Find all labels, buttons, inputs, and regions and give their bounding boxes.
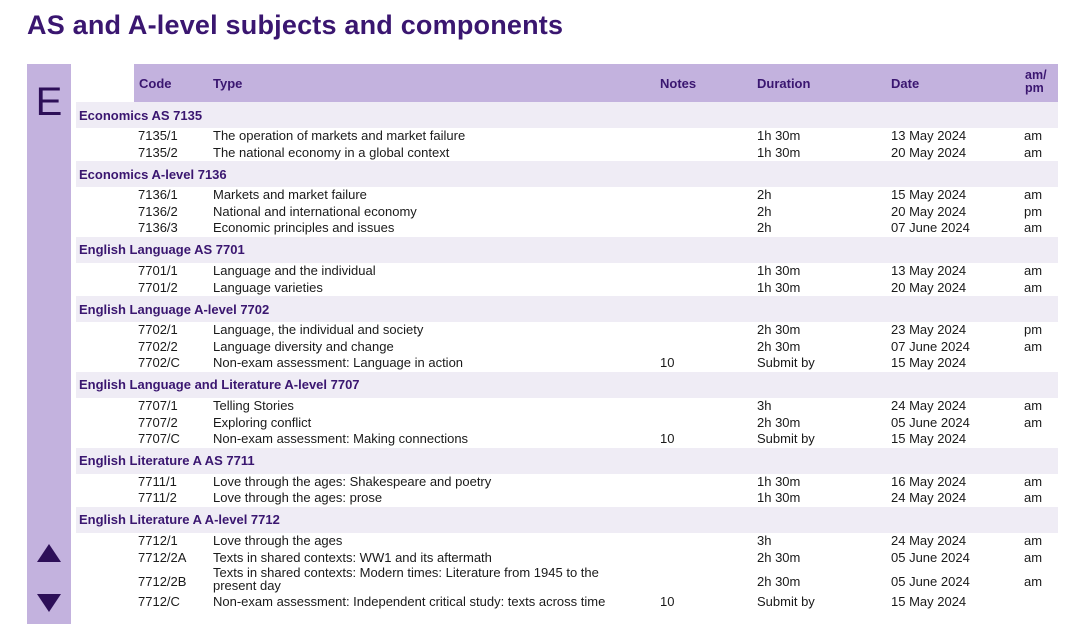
- component-ampm: am: [1024, 414, 1043, 430]
- component-date: 24 May 2024: [891, 397, 967, 413]
- component-notes: 10: [660, 594, 675, 610]
- component-duration: 2h 30m: [757, 414, 801, 430]
- component-code: 7702/1: [138, 322, 178, 338]
- subject-heading: English Literature A A-level 7712: [76, 507, 1058, 533]
- subject-section: [76, 237, 1058, 296]
- component-code: 7707/2: [138, 414, 178, 430]
- component-date: 15 May 2024: [891, 594, 967, 610]
- subject-section: [76, 161, 1058, 237]
- index-letter: E: [35, 80, 63, 124]
- table-row: [76, 550, 1058, 567]
- previous-page-button[interactable]: [27, 538, 71, 568]
- component-code: 7702/2: [138, 338, 178, 354]
- component-type: Non-exam assessment: Independent critical study: texts across time: [213, 594, 606, 610]
- subject-section: [76, 507, 1058, 611]
- table-row: [76, 280, 1058, 297]
- component-date: 13 May 2024: [891, 128, 967, 143]
- subject-section: [76, 372, 1058, 448]
- component-date: 20 May 2024: [891, 144, 967, 160]
- component-code: 7711/2: [138, 490, 177, 506]
- subject-heading: Economics A-level 7136: [76, 161, 1058, 187]
- table-row: [76, 322, 1058, 339]
- component-date: 05 June 2024: [891, 414, 970, 430]
- component-ampm: am: [1024, 532, 1043, 548]
- component-date: 20 May 2024: [891, 279, 967, 295]
- component-code: 7711/1: [138, 473, 177, 489]
- subject-heading: English Language AS 7701: [76, 237, 1058, 263]
- component-duration: Submit by: [757, 355, 815, 371]
- component-code: 7712/2B: [138, 574, 187, 590]
- header-duration: Duration: [757, 76, 811, 91]
- component-duration: Submit by: [757, 594, 815, 610]
- component-date: 05 June 2024: [891, 549, 970, 565]
- component-duration: 3h: [757, 532, 772, 548]
- component-duration: Submit by: [757, 431, 815, 447]
- table-row: [76, 474, 1058, 491]
- component-duration: 1h 30m: [757, 144, 801, 160]
- component-duration: 2h 30m: [757, 574, 801, 590]
- component-duration: 2h: [757, 187, 772, 203]
- components-table: [76, 102, 1058, 611]
- component-date: 24 May 2024: [891, 532, 967, 548]
- component-type: Language, the individual and society: [213, 322, 424, 338]
- subject-section: [76, 102, 1058, 161]
- table-row: [76, 398, 1058, 415]
- header-code: Code: [139, 76, 172, 91]
- component-duration: 2h 30m: [757, 338, 801, 354]
- component-date: 15 May 2024: [891, 187, 967, 203]
- component-code: 7135/2: [138, 144, 178, 160]
- header-ampm-line2: pm: [1025, 81, 1044, 95]
- component-duration: 1h 30m: [757, 262, 801, 278]
- subject-heading: English Language and Literature A-level 7707: [76, 372, 1058, 398]
- component-code: 7701/1: [138, 262, 178, 278]
- table-row: [76, 490, 1058, 507]
- table-row: [76, 415, 1058, 432]
- component-type: The operation of markets and market failure: [213, 128, 466, 143]
- table-row: [76, 594, 1058, 611]
- component-date: 05 June 2024: [891, 574, 970, 590]
- subject-heading: English Language A-level 7702: [76, 296, 1058, 322]
- component-date: 23 May 2024: [891, 322, 967, 338]
- table-row: [76, 339, 1058, 356]
- component-type: Telling Stories: [213, 397, 294, 413]
- header-type: Type: [213, 76, 243, 91]
- component-duration: 1h 30m: [757, 279, 801, 295]
- component-type: Language and the individual: [213, 262, 376, 278]
- component-duration: 1h 30m: [757, 490, 801, 506]
- component-ampm: am: [1024, 128, 1043, 143]
- component-notes: 10: [660, 431, 675, 447]
- component-ampm: am: [1024, 279, 1043, 295]
- component-type: The national economy in a global context: [213, 144, 450, 160]
- component-code: 7712/C: [138, 594, 180, 610]
- component-date: 16 May 2024: [891, 473, 967, 489]
- component-type: Language diversity and change: [213, 338, 394, 354]
- subject-heading: English Literature A AS 7711: [76, 448, 1058, 474]
- component-ampm: am: [1024, 187, 1043, 203]
- header-ampm-line1: am/: [1025, 68, 1047, 82]
- component-date: 24 May 2024: [891, 490, 967, 506]
- component-duration: 2h 30m: [757, 549, 801, 565]
- component-date: 15 May 2024: [891, 355, 967, 371]
- table-row: [76, 355, 1058, 372]
- component-type: Love through the ages: Shakespeare and poetry: [213, 473, 492, 489]
- component-ampm: am: [1024, 262, 1043, 278]
- component-date: 07 June 2024: [891, 338, 970, 354]
- component-ampm: am: [1024, 549, 1043, 565]
- component-code: 7136/1: [138, 187, 178, 203]
- component-ampm: am: [1024, 220, 1043, 236]
- component-code: 7136/2: [138, 203, 178, 219]
- table-row: [76, 533, 1058, 550]
- component-code: 7712/1: [138, 532, 178, 548]
- component-notes: 10: [660, 355, 675, 371]
- component-code: 7701/2: [138, 279, 178, 295]
- triangle-up-icon: [36, 543, 62, 563]
- component-duration: 1h 30m: [757, 473, 801, 489]
- table-row: [76, 204, 1058, 221]
- component-code: 7702/C: [138, 355, 180, 371]
- component-type: Love through the ages: prose: [213, 490, 383, 506]
- table-row: [76, 220, 1058, 237]
- component-duration: 2h: [757, 220, 772, 236]
- subject-section: [76, 448, 1058, 507]
- component-type: Language varieties: [213, 279, 323, 295]
- component-ampm: pm: [1024, 322, 1043, 338]
- component-type: Markets and market failure: [213, 187, 367, 203]
- index-sidebar: [27, 64, 71, 624]
- component-code: 7135/1: [138, 128, 178, 143]
- component-type: National and international economy: [213, 203, 417, 219]
- subject-heading: Economics AS 7135: [76, 102, 1058, 128]
- table-row: [76, 145, 1058, 162]
- header-notes: Notes: [660, 76, 697, 91]
- component-type: Non-exam assessment: Making connections: [213, 431, 469, 447]
- next-page-button[interactable]: [27, 588, 71, 618]
- table-row: [76, 187, 1058, 204]
- table-row: [76, 263, 1058, 280]
- component-date: 07 June 2024: [891, 220, 970, 236]
- component-date: 20 May 2024: [891, 203, 967, 219]
- component-ampm: am: [1024, 338, 1043, 354]
- component-type: Economic principles and issues: [213, 220, 395, 236]
- table-row: [76, 431, 1058, 448]
- header-date: Date: [891, 76, 920, 91]
- header-ampm: [1025, 69, 1047, 95]
- component-duration: 2h: [757, 203, 772, 219]
- component-duration: 2h 30m: [757, 322, 801, 338]
- component-ampm: am: [1024, 397, 1043, 413]
- component-duration: 3h: [757, 397, 772, 413]
- component-type: Non-exam assessment: Language in action: [213, 355, 464, 371]
- component-type: Texts in shared contexts: Modern times: Literature from 1945 to the present day: [213, 565, 599, 594]
- component-code: 7707/C: [138, 431, 180, 447]
- triangle-down-icon: [36, 593, 62, 613]
- component-type: Love through the ages: [213, 532, 343, 548]
- component-code: 7707/1: [138, 397, 178, 413]
- table-row: [76, 128, 1058, 145]
- page-title: AS and A-level subjects and components: [27, 10, 564, 40]
- component-code: 7136/3: [138, 220, 178, 236]
- component-type: Texts in shared contexts: WW1 and its aftermath: [213, 549, 492, 565]
- table-header: [134, 64, 1058, 102]
- component-ampm: am: [1024, 473, 1043, 489]
- component-ampm: am: [1024, 490, 1043, 506]
- component-date: 15 May 2024: [891, 431, 967, 447]
- component-code: 7712/2A: [138, 549, 187, 565]
- component-ampm: am: [1024, 144, 1043, 160]
- subject-section: [76, 296, 1058, 372]
- component-ampm: pm: [1024, 203, 1043, 219]
- component-ampm: am: [1024, 574, 1043, 590]
- component-type: Exploring conflict: [213, 414, 312, 430]
- component-duration: 1h 30m: [757, 128, 801, 143]
- table-row: [76, 566, 1058, 594]
- component-date: 13 May 2024: [891, 262, 967, 278]
